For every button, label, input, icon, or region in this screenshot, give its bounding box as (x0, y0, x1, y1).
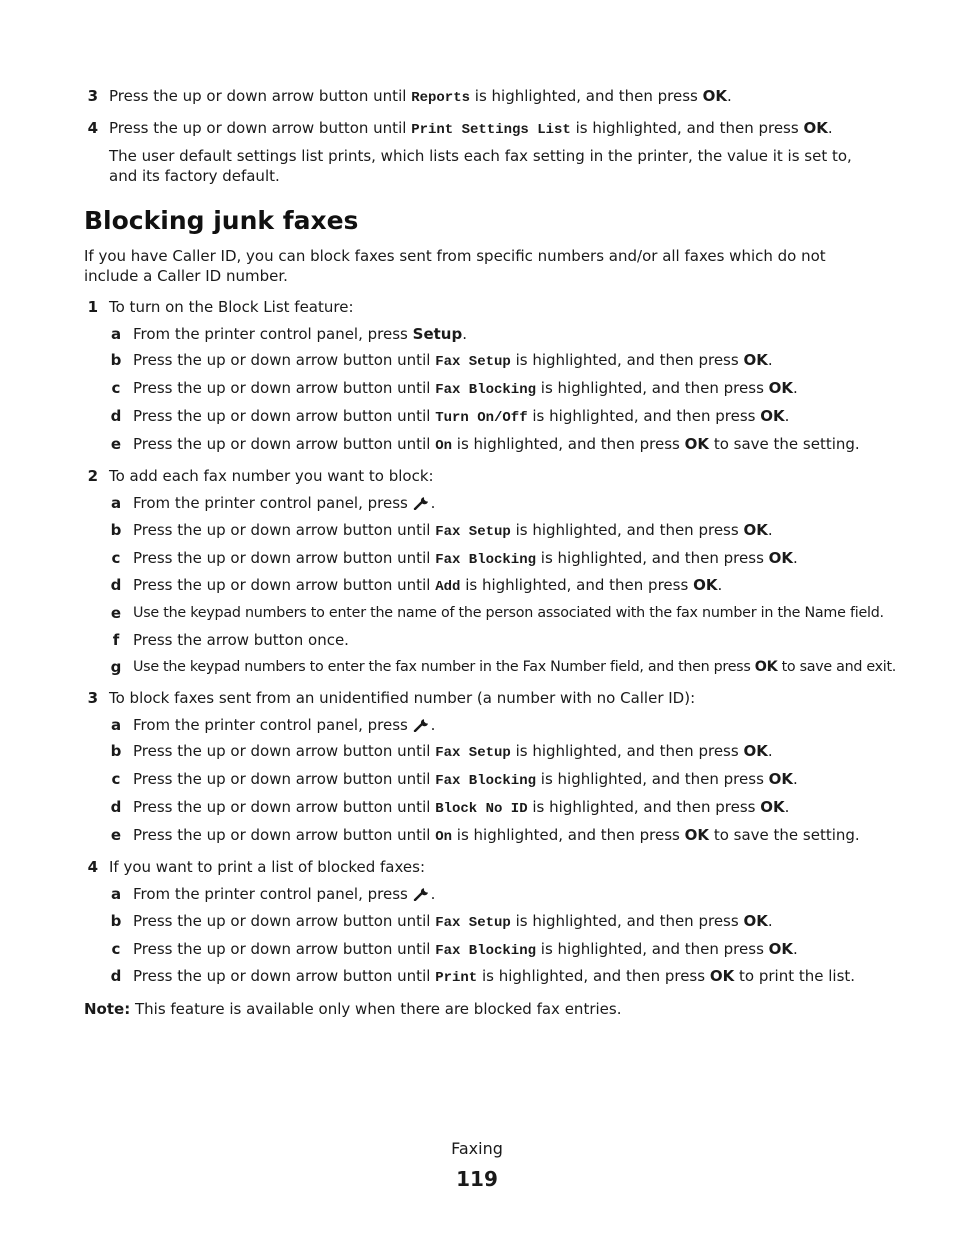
substep-letter: c (111, 549, 121, 567)
substep-letter: b (110, 742, 122, 760)
instruction-line: Press the up or down arrow button until Reports is highlighted, and then press OK. (109, 87, 732, 106)
step-heading: To turn on the Block List feature: (109, 298, 354, 316)
instruction-line: From the printer control panel, press . (133, 885, 436, 903)
instruction-line: Press the up or down arrow button until On is highlighted, and then press OK to save the setting. (133, 435, 860, 454)
menu-code: On (435, 829, 452, 845)
step-heading: To block faxes sent from an unidentified number (a number with no Caller ID): (109, 689, 696, 707)
ok-key: OK (768, 549, 794, 567)
substep-letter: b (110, 521, 122, 539)
substep-letter: e (110, 604, 122, 622)
instruction-line: From the printer control panel, press Setup. (133, 325, 467, 343)
page-number: 119 (456, 1167, 498, 1191)
step-number: 3 (87, 689, 98, 707)
menu-code: Fax Setup (435, 354, 511, 370)
menu-code: Fax Blocking (435, 382, 537, 398)
substep-letter: c (111, 379, 121, 397)
step-heading: To add each fax number you want to block: (109, 467, 434, 485)
menu-code: Add (435, 579, 461, 595)
substep-letter: e (110, 435, 122, 453)
substep-letter: a (110, 494, 122, 512)
ok-key: OK (768, 940, 794, 958)
substep-letter: a (110, 716, 122, 734)
substep-letter: c (111, 940, 121, 958)
substep-letter: c (111, 770, 121, 788)
menu-code: Print (435, 970, 478, 986)
ok-key: OK (743, 742, 768, 760)
substep-letter: b (110, 912, 122, 930)
note-text: This feature is available only when there are blocked fax entries. (134, 1000, 622, 1018)
menu-code: Fax Setup (435, 745, 511, 761)
step-number: 3 (87, 87, 98, 105)
ok-key: OK (768, 379, 794, 397)
wrench-icon (413, 885, 431, 901)
menu-code: Fax Blocking (435, 552, 537, 568)
menu-code: Turn On/Off (435, 410, 528, 426)
instruction-line: Press the up or down arrow button until Print Settings List is highlighted, and then press OK. (109, 119, 833, 138)
ok-key: OK (743, 521, 768, 539)
instruction-line: Press the up or down arrow button until On is highlighted, and then press OK to save the setting. (133, 826, 860, 845)
setup-key: Setup (412, 325, 463, 343)
ok-key: OK (684, 435, 710, 453)
section-heading: Blocking junk faxes (84, 206, 359, 235)
ok-key: OK (743, 912, 768, 930)
instruction-line: Press the up or down arrow button until Fax Blocking is highlighted, and then press OK. (133, 770, 798, 789)
step-number: 1 (87, 298, 98, 316)
note-label: Note: (84, 1000, 131, 1018)
menu-code: Print Settings List (411, 122, 571, 138)
ok-key: OK (803, 119, 828, 137)
instruction-line: Press the up or down arrow button until Fax Blocking is highlighted, and then press OK. (133, 549, 798, 568)
substep-letter: d (110, 798, 122, 816)
instruction-line: Press the up or down arrow button until Block No ID is highlighted, and then press OK. (133, 798, 790, 817)
substep-letter: a (110, 325, 122, 343)
instruction-line: Use the keypad numbers to enter the name of the person associated with the fax number in the Name field. (133, 605, 884, 621)
instruction-line: Press the up or down arrow button until Print is highlighted, and then press OK to print the list. (133, 967, 856, 986)
wrench-icon (413, 716, 431, 732)
step-number: 4 (87, 858, 98, 876)
substep-letter: d (110, 576, 122, 594)
instruction-line: Press the arrow button once. (133, 631, 349, 649)
footer-section-title: Faxing (451, 1139, 503, 1158)
instruction-line: Press the up or down arrow button until Fax Blocking is highlighted, and then press OK. (133, 379, 798, 398)
step-heading: If you want to print a list of blocked faxes: (109, 858, 426, 876)
ok-key: OK (743, 351, 768, 369)
ok-key: OK (702, 87, 728, 105)
menu-code: Fax Blocking (435, 773, 537, 789)
ok-key: OK (768, 770, 794, 788)
ok-key: OK (754, 659, 778, 675)
menu-code: On (435, 438, 452, 454)
menu-code: Reports (411, 90, 470, 106)
menu-code: Fax Setup (435, 915, 511, 931)
ok-key: OK (709, 967, 735, 985)
menu-code: Block No ID (435, 801, 528, 817)
substep-letter: a (110, 885, 122, 903)
substep-letter: e (110, 826, 122, 844)
ok-key: OK (760, 798, 785, 816)
ok-key: OK (760, 407, 785, 425)
substep-letter: b (110, 351, 122, 369)
instruction-line: Press the up or down arrow button until Fax Setup is highlighted, and then press OK. (133, 742, 773, 761)
instruction-line: Press the up or down arrow button until Fax Setup is highlighted, and then press OK. (133, 912, 773, 931)
wrench-icon (413, 494, 431, 510)
menu-code: Fax Setup (435, 524, 511, 540)
section-intro: If you have Caller ID, you can block faxes sent from specific numbers and/or all faxes which do not include a Caller ID number. (84, 247, 826, 285)
note (84, 999, 621, 1019)
instruction-line: Press the up or down arrow button until Fax Setup is highlighted, and then press OK. (133, 521, 773, 540)
instruction-line: From the printer control panel, press . (133, 494, 436, 512)
step-number: 4 (87, 119, 98, 137)
instruction-line: From the printer control panel, press . (133, 716, 436, 734)
substep-letter: g (110, 658, 122, 676)
instruction-line: Press the up or down arrow button until Fax Setup is highlighted, and then press OK. (133, 351, 773, 370)
ok-key: OK (693, 576, 718, 594)
ok-key: OK (684, 826, 710, 844)
substep-letter: d (110, 967, 122, 985)
instruction-line: Use the keypad numbers to enter the fax number in the Fax Number field, and then press OK to save and exit. (133, 659, 897, 675)
instruction-line: Press the up or down arrow button until Turn On/Off is highlighted, and then press OK. (133, 407, 790, 426)
instruction-line: Press the up or down arrow button until Add is highlighted, and then press OK. (133, 576, 723, 595)
substep-letter: d (110, 407, 122, 425)
instruction-line: Press the up or down arrow button until Fax Blocking is highlighted, and then press OK. (133, 940, 798, 959)
step-number: 2 (87, 467, 98, 485)
step-description: The user default settings list prints, which lists each fax setting in the printer, the value it is set to, and its factory default. (109, 147, 852, 185)
menu-code: Fax Blocking (435, 943, 537, 959)
substep-letter: f (112, 631, 120, 649)
